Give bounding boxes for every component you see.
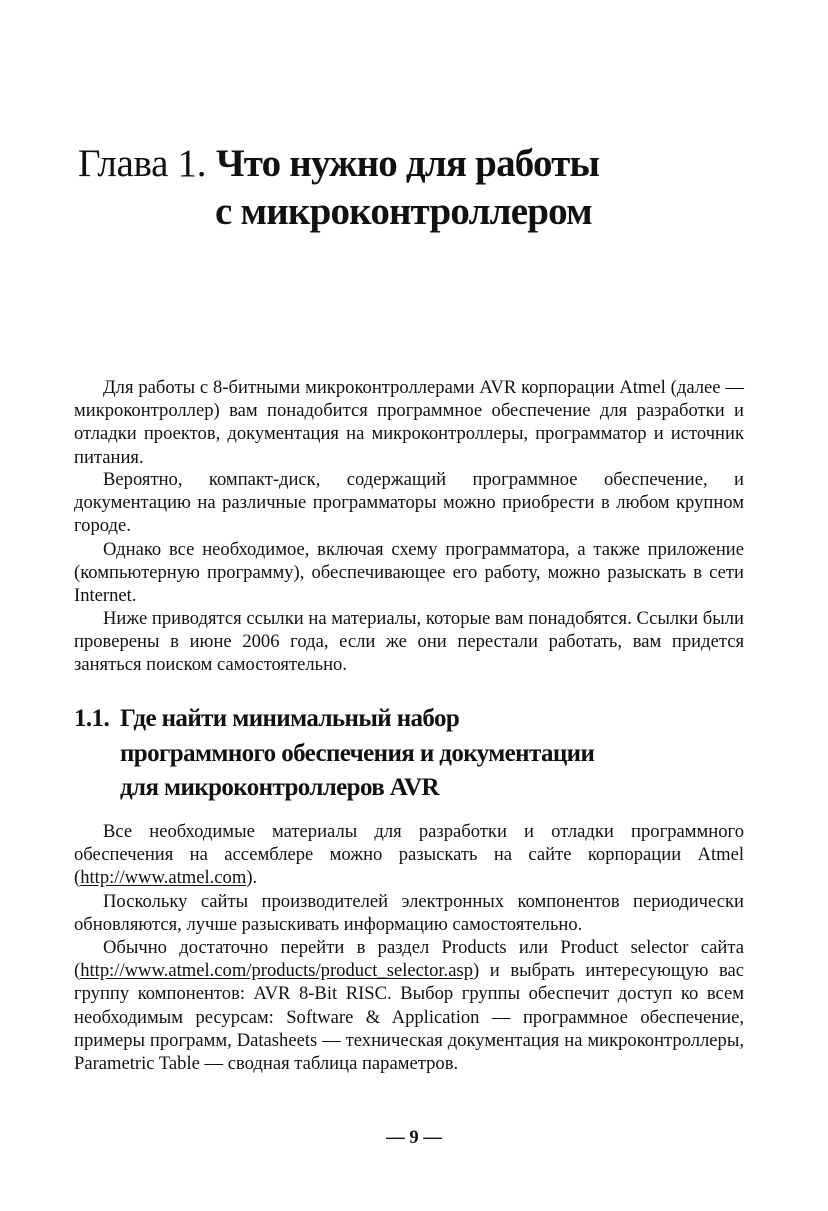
section-heading-line-3: для микроконтроллеров AVR (120, 774, 439, 801)
intro-paragraph-3: Однако все необходимое, включая схему программатора, а также приложение (компьютерную программу), обеспечивающее его работу, можно разыскать в сети Internet. (74, 539, 744, 607)
chapter-title (78, 140, 758, 236)
intro-paragraph-2: Вероятно, компакт-диск, содержащий программное обеспечение, и документацию на различные программаторы можно приобрести в любом крупном городе. (74, 469, 744, 537)
section-heading-line-2: программного обеспечения и документации (120, 739, 595, 767)
intro-paragraph-4: Ниже приводятся ссылки на материалы, которые вам понадобятся. Ссылки были проверены в июне 2006 года, если же они перестали работать, вам придется заняться поиском самостоятельно. (74, 608, 744, 676)
section-paragraph-1-text-b: ). (246, 867, 258, 889)
chapter-label: Глава 1. (78, 142, 207, 185)
section-heading-line-1: Где найти минимальный набор (120, 705, 460, 732)
section-paragraph-2: Поскольку сайты производителей электронных компонентов периодически обновляются, лучше разыскивать информацию самостоятельно. (74, 891, 744, 936)
atmel-link[interactable]: http://www.atmel.com (80, 867, 247, 889)
section-paragraph-1-text-a: Все необходимые материалы для разработки и отладки программного обеспечения на ассемблере можно разыскать на сайте корпорации Atmel ( (74, 821, 744, 889)
section-paragraph-1 (74, 820, 744, 890)
section-number: 1.1. (74, 705, 110, 732)
section-paragraph-3 (74, 936, 744, 1075)
product-selector-link[interactable]: http://www.atmel.com/products/product_selector.asp (80, 960, 473, 982)
page-number: — 9 — (386, 1127, 442, 1148)
section-paragraph-3-text-b: ) и выбрать интересующую вас группу компонентов: AVR 8-Bit RISC. Выбор группы обеспечит доступ ко всем необходимым ресурсам: Software & Application — программное обеспечение, примеры программ, Datasheets — техническая документация на микроконтроллеры, Parametric Table — сводная таблица параметров. (74, 960, 744, 1075)
section-heading (74, 702, 754, 806)
chapter-title-line-2: с микроконтроллером (215, 190, 592, 233)
section-paragraph-3-text-a: Обычно достаточно перейти в раздел Products или Product selector сайта ( (74, 937, 744, 982)
intro-paragraph-1: Для работы с 8-битными микроконтроллерами AVR корпорации Atmel (далее — микроконтроллер) вам понадобится программное обеспечение для разработки и отладки проектов, документация на микроконтроллеры, программатор и источник питания. (74, 377, 744, 468)
chapter-title-line-1: Что нужно для работы (215, 142, 600, 185)
